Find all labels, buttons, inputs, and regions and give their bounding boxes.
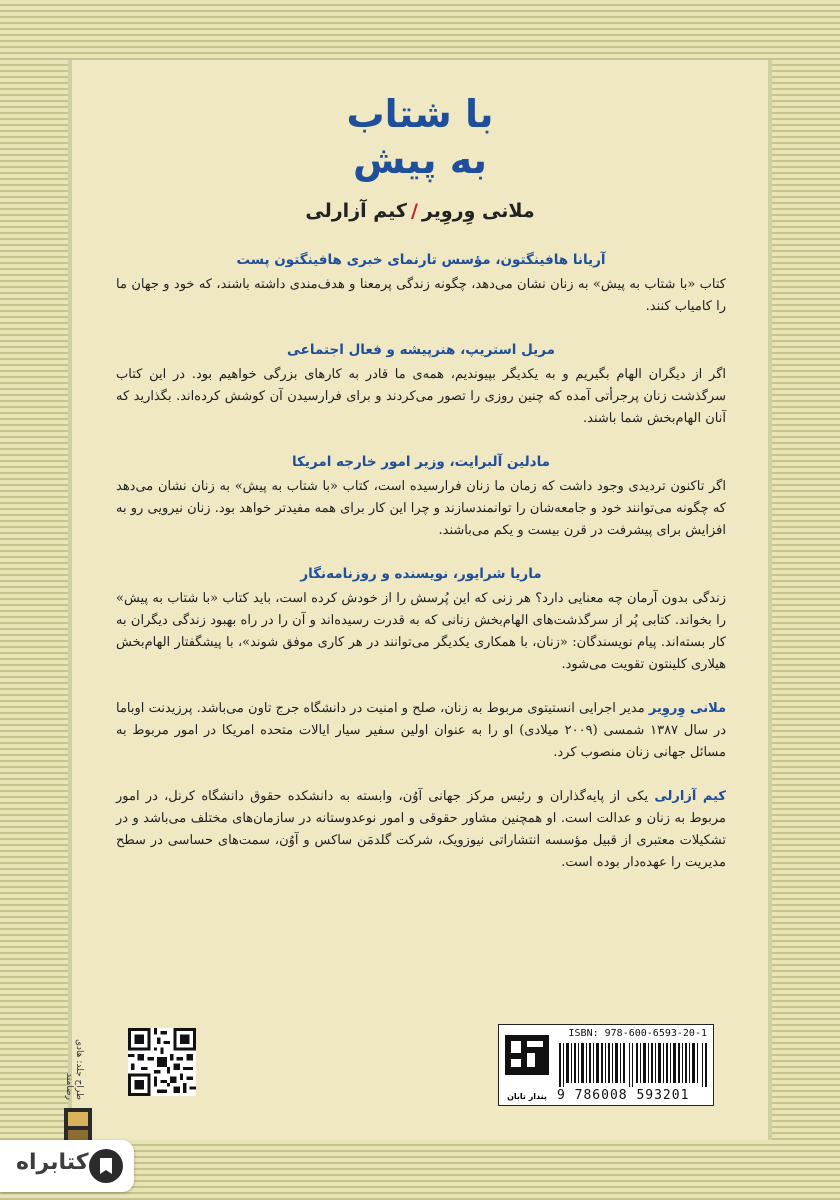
publisher-name: پندار تابان <box>507 1092 547 1101</box>
isbn-barcode <box>498 1024 714 1106</box>
ketabrah-badge[interactable] <box>0 1140 134 1192</box>
endorsement-text: اگر تاکنون تردیدی وجود داشت که زمان ما زنان فرارسیده است، کتاب «با شتاب به پیش» به زنان نشان می‌دهد که چگونه می‌توانند خود و جامعه‌شان را توانمندسازند و چرا این کار برای همه مفیدتر خواهد بود. زنان نیرویی رو به افزایش برای پیشرفت در قرن بیست و یکم می‌باشند. <box>116 479 726 538</box>
author-bio <box>116 786 726 874</box>
book-title-line-1: با شتاب <box>346 92 494 136</box>
isbn-label: ISBN: 978-600-6593-20-1 <box>568 1028 707 1039</box>
author-name-1: ملانی وِروِیر <box>421 200 535 222</box>
author-bio-text: یکی از پایه‌گذاران و رئیس مرکز جهانی آوُن، وابسته به دانشکده حقوق دانشگاه کرنل، در امور مربوط به زنان و عدالت است. او همچنین مشاور حقوقی و امور نوعدوستانه در سازمان‌های مختلف می‌باشد و در تشکیلات معتبری از قبیل مؤسسه انتشاراتی نیوزویک، شرکت گلدمَن ساکس و آوُن، سمت‌های حساسی در سطح مدیریت را عهده‌دار بوده است. <box>116 789 726 870</box>
author-name-2: کیم آزارلی <box>305 200 407 222</box>
back-cover-text <box>116 250 726 896</box>
cover-designer-credit: طراح جلد: هادی رضامند <box>64 1038 84 1100</box>
endorsement-heading: مریل استریپ، هنرپیشه و فعال اجتماعی <box>287 342 555 358</box>
author-bio-name: ملانی وِروِیر <box>648 701 726 716</box>
endorsement <box>116 340 726 430</box>
qr-code-icon[interactable] <box>128 1028 196 1096</box>
endorsement-heading: ماریا شرایور، نویسنده و روزنامه‌نگار <box>300 566 542 582</box>
endorsement-heading: آریانا هافینگتون، مؤسس تارنمای خبری هافینگتون پست <box>236 252 606 268</box>
author-separator: / <box>410 200 418 222</box>
badge-label: کتابراه <box>16 1150 89 1175</box>
author-bio <box>116 698 726 764</box>
isbn-digits: 9 786008 593201 <box>557 1088 690 1103</box>
endorsement-text: زندگی بدون آرمان چه معنایی دارد؟ هر زنی که این پُرسش را از خودش کرده است، باید کتاب «با شتاب به پیش» را بخواند. کتابی پُر از سرگذشت‌های الهام‌بخش زنانی که به قدرت رسیده‌اند و آن را در راه بهبود زندگی دیگران به کار بسته‌اند. پیام نویسندگان: «زنان، با همکاری یکدیگر می‌توانند در هر کاری موفق شوند»، با پیشگفتار الهام‌بخش هیلاری کلینتون تقویت می‌شود. <box>116 591 726 672</box>
ketabrah-logo-icon <box>88 1148 124 1184</box>
publisher-logo-icon <box>503 1033 551 1085</box>
book-title-line-2: به پیش <box>352 138 488 182</box>
endorsement <box>116 452 726 542</box>
authors-line <box>0 200 840 222</box>
endorsement <box>116 250 726 318</box>
endorsement <box>116 564 726 676</box>
endorsement-heading: مادلین آلبرایت، وزیر امور خارجه امریکا <box>291 454 551 470</box>
endorsement-text: کتاب «با شتاب به پیش» به زنان نشان می‌دهد، چگونه زندگی پرمعنا و هدف‌مندی داشته باشند، که خود و جهان ما را کامیاب کنند. <box>116 277 726 314</box>
author-bio-text: مدیر اجرایی انستیتوی مربوط به زنان، صلح و امنیت در دانشگاه جرج تاون می‌باشد. پرزیدنت اوباما در سال ۱۳۸۷ شمسی (۲۰۰۹ میلادی) او را به عنوان اولین سفیر سیار ایالات متحده امریکا در امور مربوط به مسائل جهانی زنان منصوب کرد. <box>116 701 726 760</box>
barcode-bars <box>559 1043 709 1087</box>
endorsement-text: اگر از دیگران الهام بگیریم و به یکدیگر بپیوندیم، همه‌ی ما قادر به کارهای بزرگی خواهیم بود. در این کتاب سرگذشت زنان پرجرأتی آمده که چنین روزی را تصور می‌کردند و برای فرارسیدن آن کوشش کرده‌اند. بگذارید که آنان الهام‌بخش شما باشند. <box>116 367 726 426</box>
author-bio-name: کیم آزارلی <box>654 789 726 804</box>
